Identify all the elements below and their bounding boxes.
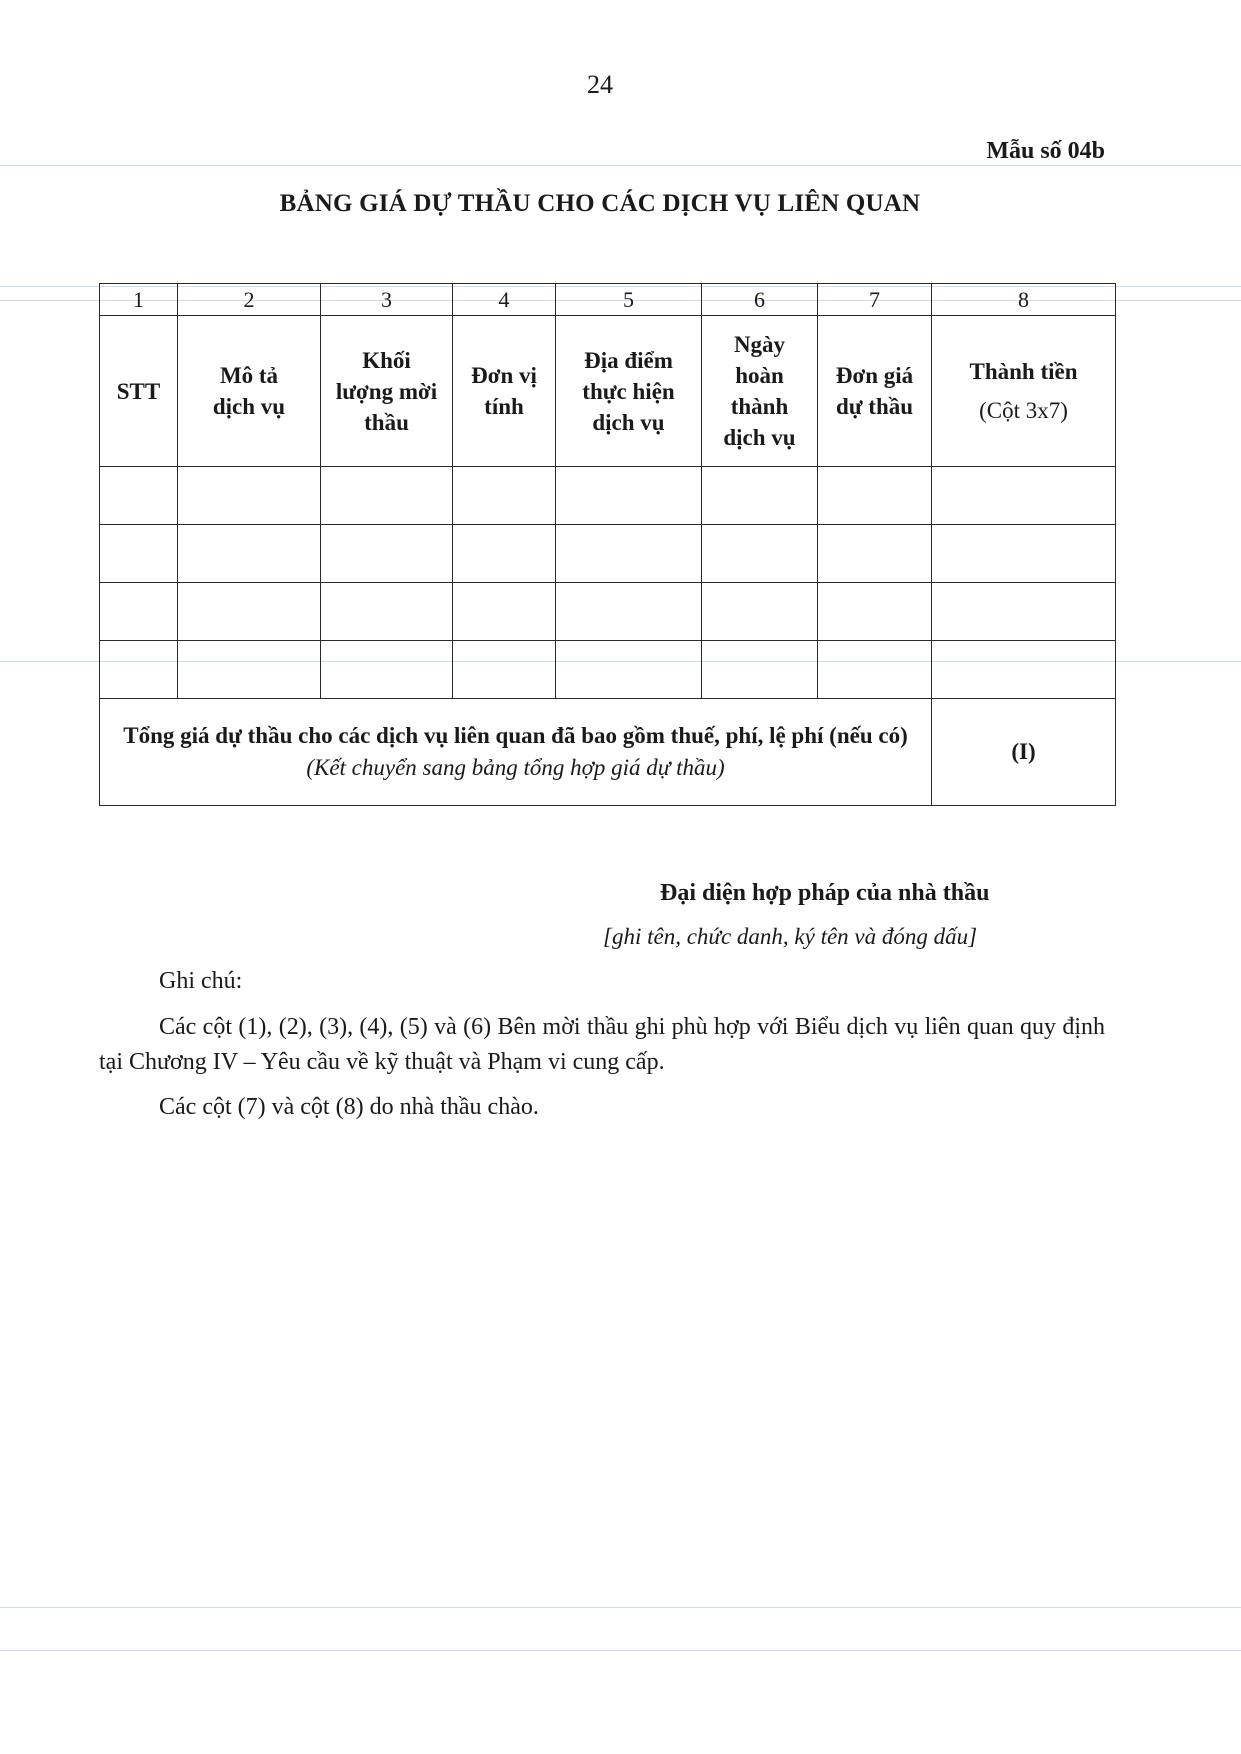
table-row <box>100 525 1116 583</box>
total-label: Tổng giá dự thầu cho các dịch vụ liên quan đã bao gồm thuế, phí, lệ phí (nếu có) <box>123 723 908 748</box>
column-number: 2 <box>178 284 321 316</box>
table-cell <box>453 583 556 641</box>
table-cell <box>556 583 702 641</box>
note-paragraph: Các cột (1), (2), (3), (4), (5) và (6) Bên mời thầu ghi phù hợp với Biểu dịch vụ liên quan quy định tại Chương IV – Yêu cầu về kỹ thuật và Phạm vi cung cấp. <box>99 1014 1105 1075</box>
table-cell <box>556 641 702 699</box>
table-cell <box>178 583 321 641</box>
bid-price-table <box>99 283 1116 806</box>
signer-title: Đại diện hợp pháp của nhà thầu <box>660 880 990 906</box>
table-cell <box>932 525 1116 583</box>
header-unit: Đơn vị tính <box>453 316 556 467</box>
table-cell <box>100 583 178 641</box>
total-label-cell <box>100 699 932 806</box>
table-cell <box>321 583 453 641</box>
table-cell <box>932 641 1116 699</box>
scan-artifact-line <box>0 1650 1241 1651</box>
column-number: 1 <box>100 284 178 316</box>
table-cell <box>818 467 932 525</box>
table-row <box>100 641 1116 699</box>
table-cell <box>702 467 818 525</box>
table-cell <box>818 641 932 699</box>
header-location: Địa điểm thực hiện dịch vụ <box>556 316 702 467</box>
total-value: (I) <box>932 699 1116 806</box>
table-cell <box>178 641 321 699</box>
header-amount-label: Thành tiền <box>969 359 1078 384</box>
table-row <box>100 583 1116 641</box>
table-cell <box>932 583 1116 641</box>
signer-instruction: [ghi tên, chức danh, ký tên và đóng dấu] <box>603 924 978 949</box>
column-number-row <box>100 284 1116 316</box>
header-completion-date: Ngày hoàn thành dịch vụ <box>702 316 818 467</box>
header-amount-formula: (Cột 3x7) <box>979 398 1068 423</box>
table-cell <box>453 525 556 583</box>
table-cell <box>100 525 178 583</box>
table-cell <box>556 525 702 583</box>
table-cell <box>556 467 702 525</box>
table-cell <box>453 641 556 699</box>
table-cell <box>702 583 818 641</box>
total-note: (Kết chuyển sang bảng tổng hợp giá dự thầu) <box>306 755 725 780</box>
header-service-description: Mô tả dịch vụ <box>178 316 321 467</box>
notes-label: Ghi chú: <box>159 968 243 994</box>
table-cell <box>321 641 453 699</box>
table-row <box>100 467 1116 525</box>
total-row <box>100 699 1116 806</box>
page-title: BẢNG GIÁ DỰ THẦU CHO CÁC DỊCH VỤ LIÊN QUAN <box>279 190 921 217</box>
page-number: 24 <box>587 70 613 99</box>
header-unit-price: Đơn giá dự thầu <box>818 316 932 467</box>
table-cell <box>932 467 1116 525</box>
column-number: 3 <box>321 284 453 316</box>
table-cell <box>818 525 932 583</box>
table-cell <box>818 583 932 641</box>
table-cell <box>453 467 556 525</box>
column-number: 5 <box>556 284 702 316</box>
table-cell <box>702 525 818 583</box>
form-code: Mẫu số 04b <box>986 138 1105 164</box>
column-number: 8 <box>932 284 1116 316</box>
scan-artifact-line <box>0 165 1241 166</box>
header-quantity: Khối lượng mời thầu <box>321 316 453 467</box>
column-number: 6 <box>702 284 818 316</box>
column-number: 7 <box>818 284 932 316</box>
table-cell <box>178 467 321 525</box>
table-cell <box>100 641 178 699</box>
header-stt: STT <box>100 316 178 467</box>
column-number: 4 <box>453 284 556 316</box>
scan-artifact-line <box>0 1607 1241 1608</box>
table-cell <box>321 525 453 583</box>
header-row <box>100 316 1116 467</box>
table-cell <box>702 641 818 699</box>
table-cell <box>100 467 178 525</box>
header-amount <box>932 316 1116 467</box>
table-cell <box>178 525 321 583</box>
table-cell <box>321 467 453 525</box>
note-paragraph: Các cột (7) và cột (8) do nhà thầu chào. <box>159 1094 539 1120</box>
